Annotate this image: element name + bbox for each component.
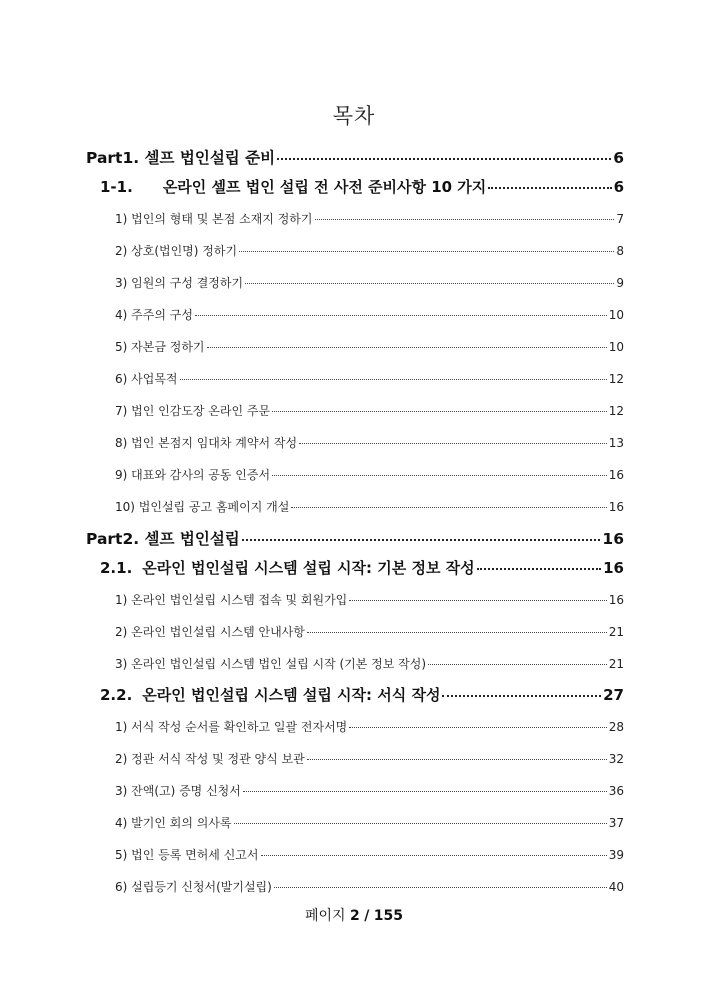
toc-entry-label: 온라인 법인설립 시스템 설립 시작: 서식 작성 bbox=[142, 686, 441, 704]
toc-page-number: 6 bbox=[613, 149, 624, 167]
toc-entry-item[interactable] bbox=[115, 274, 624, 291]
dot-leader bbox=[242, 529, 601, 545]
toc-entry-item[interactable] bbox=[115, 782, 624, 799]
toc-page-number: 10 bbox=[608, 308, 624, 322]
toc-entry-label: 3) 잔액(고) 증명 신청서 bbox=[115, 784, 241, 798]
toc-entry-label: 1) 온라인 법인설립 시스템 접속 및 회원가입 bbox=[115, 593, 348, 607]
toc-entry-label: 3) 임원의 구성 결정하기 bbox=[115, 276, 244, 290]
toc-entry-label: 4) 주주의 구성 bbox=[115, 308, 193, 322]
dot-leader bbox=[277, 148, 611, 164]
toc-page-number: 21 bbox=[608, 625, 624, 639]
toc-entry-item[interactable] bbox=[115, 718, 624, 735]
toc-entry-label: 7) 법인 인감도장 온라인 주문 bbox=[115, 404, 271, 418]
toc-page-number: 27 bbox=[603, 686, 624, 704]
dot-leader bbox=[274, 879, 607, 891]
toc-entry-item[interactable] bbox=[115, 750, 624, 767]
dot-leader bbox=[299, 435, 607, 447]
toc-entry-label: 3) 온라인 법인설립 시스템 법인 설립 시작 (기본 정보 작성) bbox=[115, 657, 427, 671]
toc-entry-label: 9) 대표와 감사의 공동 인증서 bbox=[115, 468, 271, 482]
dot-leader bbox=[349, 719, 606, 731]
toc-entry-label: 2) 온라인 법인설립 시스템 안내사항 bbox=[115, 625, 305, 639]
toc-entry-label: 10) 법인설립 공고 홈페이지 개설 bbox=[115, 500, 290, 514]
toc-entry-item[interactable] bbox=[115, 623, 624, 640]
toc-entry-item[interactable] bbox=[115, 210, 624, 227]
toc-page-number: 28 bbox=[608, 720, 624, 734]
dot-leader bbox=[442, 685, 601, 700]
toc-section-number: 2.2. bbox=[100, 686, 133, 704]
toc-page-number: 16 bbox=[603, 559, 624, 577]
toc-entry-section-1-1[interactable] bbox=[100, 176, 624, 197]
total-pages: 155 bbox=[373, 908, 404, 924]
dot-leader bbox=[272, 467, 607, 479]
current-page-number: 2 bbox=[350, 908, 360, 924]
toc-page-number: 40 bbox=[608, 880, 624, 894]
toc-page-number: 32 bbox=[608, 752, 624, 766]
toc-page-number: 7 bbox=[616, 212, 624, 226]
page-label: 페이지 bbox=[304, 908, 346, 924]
dot-leader bbox=[239, 243, 614, 255]
toc-entry-part2[interactable] bbox=[86, 527, 624, 549]
toc-entry-label: 1) 법인의 형태 및 본점 소재지 정하기 bbox=[115, 212, 313, 226]
page-footer bbox=[0, 905, 708, 925]
toc-section-number: 2.1. bbox=[100, 559, 133, 577]
toc-page-number: 37 bbox=[608, 816, 624, 830]
toc-page-number: 12 bbox=[608, 372, 624, 386]
toc-entry-label: 6) 사업목적 bbox=[115, 372, 178, 386]
dot-leader bbox=[428, 656, 607, 668]
toc-page-number: 10 bbox=[608, 340, 624, 354]
dot-leader bbox=[180, 371, 607, 383]
toc-entry-item[interactable] bbox=[115, 402, 624, 419]
dot-leader bbox=[207, 339, 607, 351]
dot-leader bbox=[291, 499, 606, 511]
toc-entry-item[interactable] bbox=[115, 498, 624, 515]
dot-leader bbox=[315, 211, 615, 223]
toc-entry-label: 온라인 셀프 법인 설립 전 사전 준비사항 10 가지 bbox=[162, 178, 487, 196]
dot-leader bbox=[307, 751, 607, 763]
toc-page-number: 39 bbox=[608, 848, 624, 862]
toc-page-number: 8 bbox=[616, 244, 624, 258]
toc-entry-label: 2) 정관 서식 작성 및 정관 양식 보관 bbox=[115, 752, 305, 766]
toc-entry-label: Part1. 셀프 법인설립 준비 bbox=[86, 149, 276, 167]
toc-page-number: 12 bbox=[608, 404, 624, 418]
toc-entry-item[interactable] bbox=[115, 434, 624, 451]
toc-entry-label: 6) 설립등기 신청서(발기설립) bbox=[115, 880, 272, 894]
page-separator: / bbox=[364, 908, 370, 924]
toc-entry-label: 1) 서식 작성 순서를 확인하고 일괄 전자서명 bbox=[115, 720, 348, 734]
dot-leader bbox=[307, 624, 607, 636]
dot-leader bbox=[261, 847, 607, 859]
toc-entry-item[interactable] bbox=[115, 242, 624, 259]
dot-leader bbox=[245, 275, 614, 287]
toc-entry-item[interactable] bbox=[115, 878, 624, 895]
toc-entry-item[interactable] bbox=[115, 846, 624, 863]
toc-page-number: 16 bbox=[608, 593, 624, 607]
dot-leader bbox=[234, 815, 607, 827]
toc-page-number: 6 bbox=[613, 178, 624, 196]
toc-entry-item[interactable] bbox=[115, 466, 624, 483]
toc-entry-section-2-1[interactable] bbox=[100, 557, 624, 578]
toc-entry-item[interactable] bbox=[115, 338, 624, 355]
dot-leader bbox=[195, 307, 607, 319]
toc-page-number: 21 bbox=[608, 657, 624, 671]
toc-entry-item[interactable] bbox=[115, 306, 624, 323]
toc-entry-item[interactable] bbox=[115, 591, 624, 608]
toc-entry-item[interactable] bbox=[115, 370, 624, 387]
dot-leader bbox=[488, 177, 611, 192]
toc-page-number: 36 bbox=[608, 784, 624, 798]
dot-leader bbox=[243, 783, 607, 795]
toc-entry-label: 2) 상호(법인명) 정하기 bbox=[115, 244, 238, 258]
toc-entry-item[interactable] bbox=[115, 814, 624, 831]
toc-entry-item[interactable] bbox=[115, 655, 624, 672]
toc-entry-label: 5) 자본금 정하기 bbox=[115, 340, 205, 354]
toc-entry-label: 5) 법인 등록 면허세 신고서 bbox=[115, 848, 259, 862]
toc-entry-section-2-2[interactable] bbox=[100, 684, 624, 705]
toc-entry-label: 8) 법인 본점지 임대차 계약서 작성 bbox=[115, 436, 298, 450]
dot-leader bbox=[272, 403, 607, 415]
toc-entry-label: 온라인 법인설립 시스템 설립 시작: 기본 정보 작성 bbox=[142, 559, 475, 577]
toc-section-number: 1-1. bbox=[100, 178, 133, 196]
toc-entry-label: 4) 발기인 회의 의사록 bbox=[115, 816, 232, 830]
toc-page-number: 9 bbox=[616, 276, 624, 290]
toc-title: 목차 bbox=[332, 104, 376, 128]
dot-leader bbox=[477, 558, 601, 573]
toc-page-number: 13 bbox=[608, 436, 624, 450]
toc-entry-label: Part2. 셀프 법인설립 bbox=[86, 530, 240, 548]
toc-page-number: 16 bbox=[602, 530, 624, 548]
toc-entry-part1[interactable] bbox=[86, 146, 624, 168]
toc-page-number: 16 bbox=[608, 468, 624, 482]
toc-page-number: 16 bbox=[608, 500, 624, 514]
dot-leader bbox=[349, 592, 606, 604]
